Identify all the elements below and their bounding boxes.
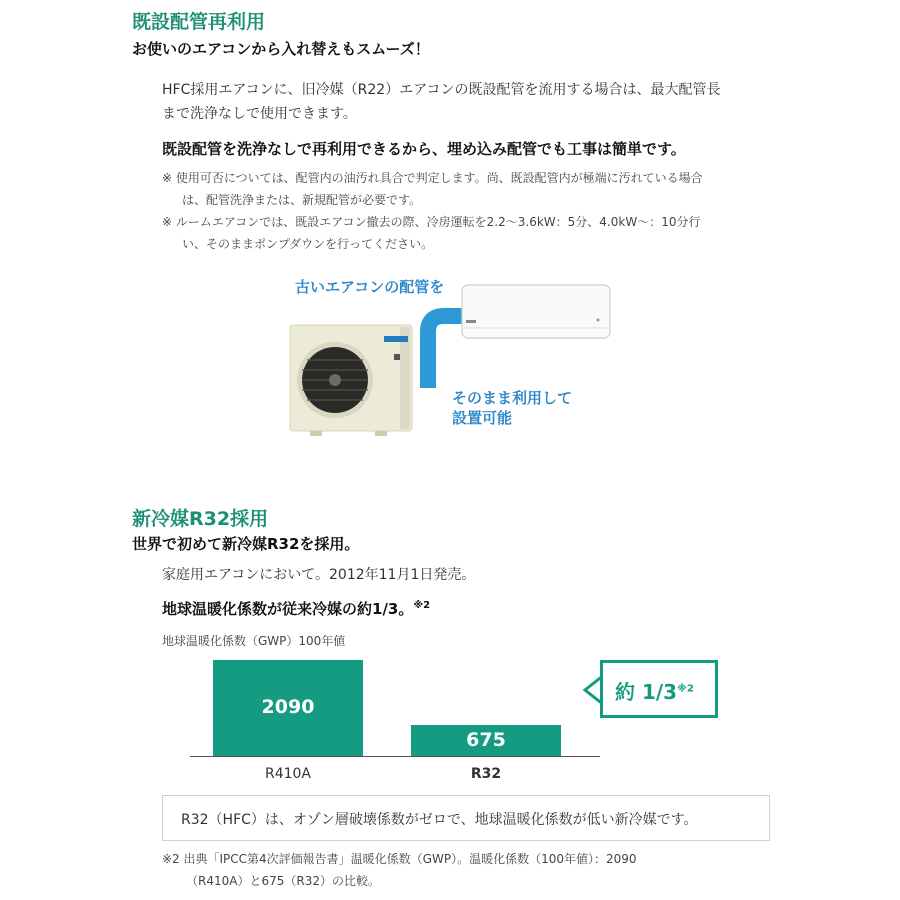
section1-subtitle: お使いのエアコンから入れ替えもスムーズ！ [132, 40, 430, 58]
section1-paragraph-line2: まで洗浄なしで使用できます。 [162, 106, 357, 122]
section2-emphasis-text: 地球温暖化係数が従来冷媒の約1/3。 [162, 600, 414, 618]
note1-line1: ※ 使用可否については、配管内の油汚れ具合で判定します。尚、既設配管内が極端に汚れている場合 [162, 171, 703, 185]
chart-title: 地球温暖化係数（GWP）100年値 [162, 634, 346, 648]
pipe-graphic [428, 316, 462, 388]
section1-emphasis: 既設配管を洗浄なしで再利用できるから、埋め込み配管でも工事は簡単です。 [162, 140, 686, 158]
bar-r32-value: 675 [466, 729, 506, 751]
callout-note: ※2 [677, 683, 694, 695]
gwp-bar-chart [190, 660, 600, 760]
bar-r32 [411, 725, 561, 756]
note2-line2: い、そのままポンプダウンを行ってください。 [182, 237, 434, 251]
note2-line1: ※ ルームエアコンでは、既設エアコン撤去の際、冷房運転を2.2〜3.6kW：5分、4.0kW〜：10分行 [162, 215, 701, 229]
footnote-line2: （R410A）と675（R32）の比較。 [186, 874, 380, 888]
section2-title: 新冷媒R32採用 [132, 508, 269, 530]
bar-r410a-value: 2090 [261, 696, 315, 718]
illustration-label-bottom [452, 388, 572, 428]
illustration-label-bottom-line2: 設置可能 [452, 409, 513, 427]
note1-line2: は、配管洗浄または、新規配管が必要です。 [182, 193, 422, 207]
section2-subtitle: 世界で初めて新冷媒R32を採用。 [132, 535, 360, 553]
section1-title: 既設配管再利用 [132, 11, 266, 33]
section2-paragraph: 家庭用エアコンにおいて。2012年11月1日発売。 [162, 567, 476, 583]
chart-baseline [190, 756, 600, 757]
illustration-label-top: 古いエアコンの配管を [295, 278, 445, 296]
section2-footnote [162, 848, 782, 892]
section2-emphasis-note: ※2 [413, 600, 431, 611]
footnote-line1: ※2 出典「IPCC第4次評価報告書」温暖化係数（GWP）。温暖化係数（100年値）：2090 [162, 852, 637, 866]
bar-r410a [213, 660, 363, 756]
ratio-callout [582, 660, 722, 720]
outdoor-unit-icon [290, 325, 412, 436]
callout-text: 約 1/3 [615, 680, 678, 704]
section1-paragraph-line1: HFC採用エアコンに、旧冷媒（R22）エアコンの既設配管を流用する場合は、最大配管長 [162, 82, 721, 98]
section1-notes [162, 167, 802, 255]
callout-box [600, 660, 718, 718]
indoor-unit-icon [462, 285, 610, 338]
category-label-r32: R32 [470, 766, 502, 782]
category-label-r410a: R410A [264, 766, 312, 782]
ac-reuse-illustration [280, 270, 620, 450]
r32-info-box: R32（HFC）は、オゾン層破壊係数がゼロで、地球温暖化係数が低い新冷媒です。 [162, 795, 770, 841]
illustration-label-bottom-line1: そのまま利用して [452, 389, 573, 407]
section2-emphasis [162, 598, 430, 619]
section1-paragraph [162, 78, 802, 126]
